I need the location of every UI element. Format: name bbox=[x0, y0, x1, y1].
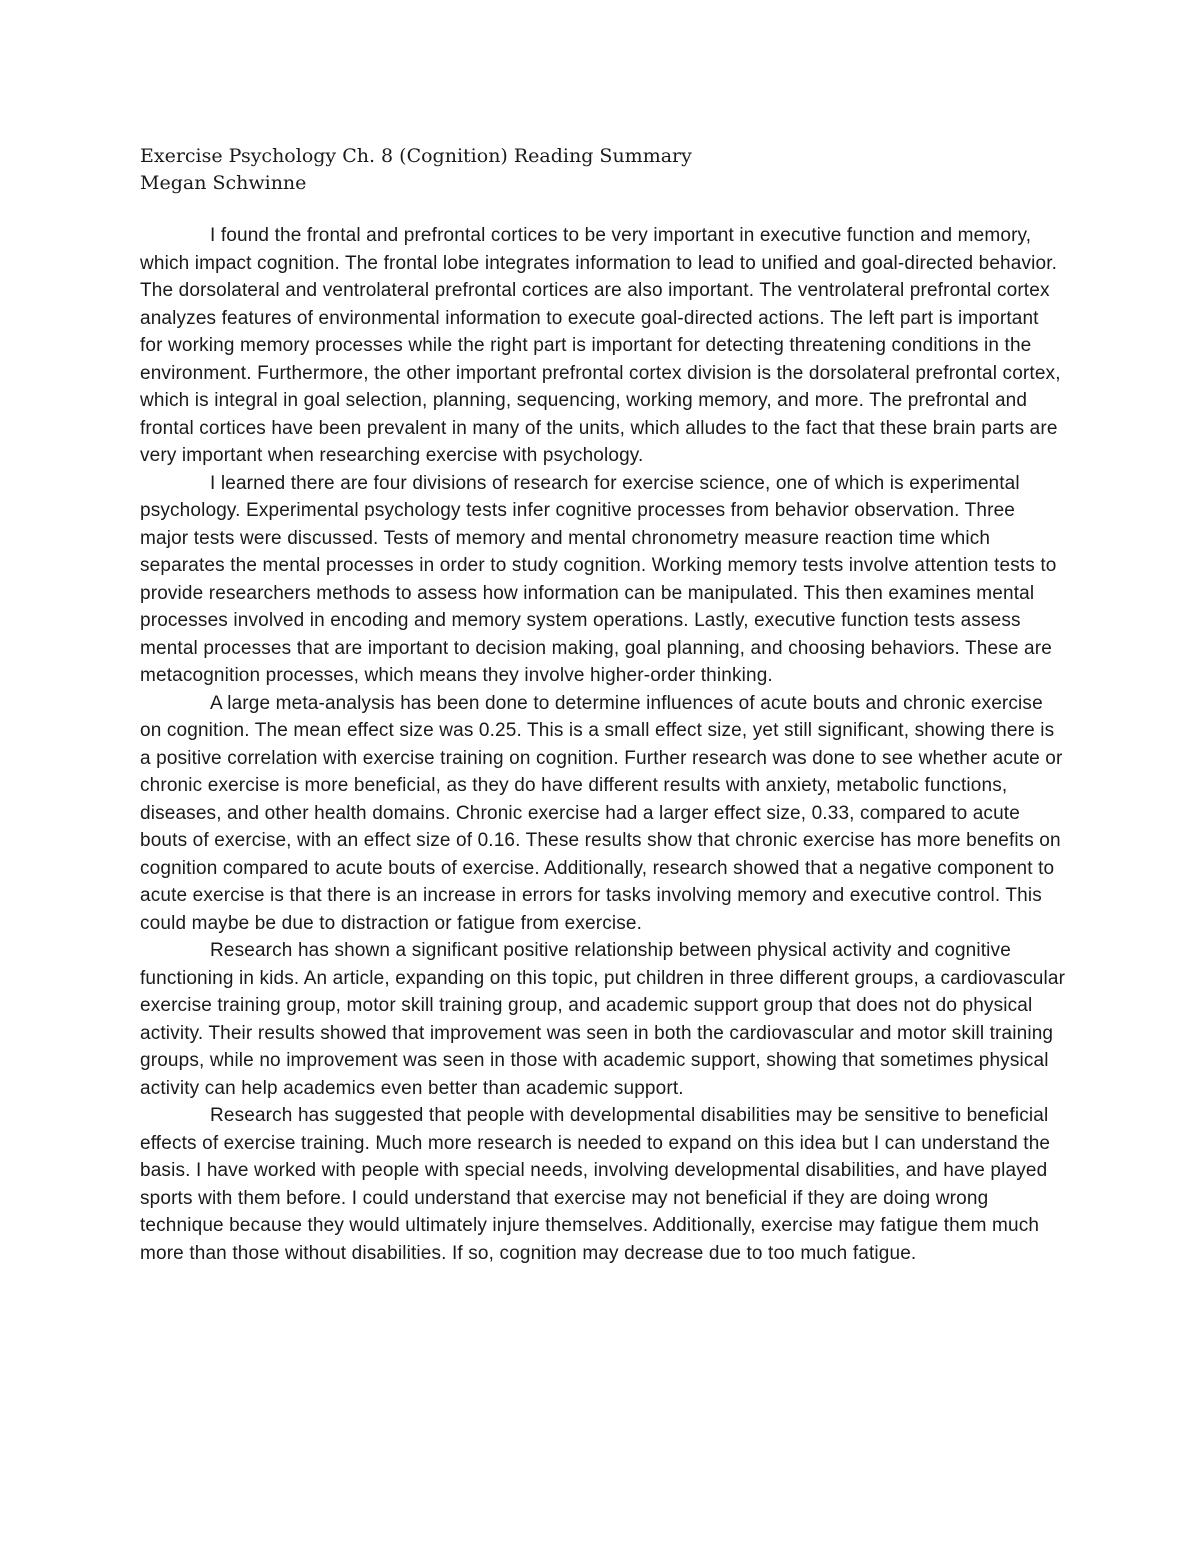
document-author: Megan Schwinne bbox=[140, 172, 307, 194]
document-body bbox=[140, 222, 1066, 1267]
paragraph-experimental-psychology: I learned there are four divisions of research for exercise science, one of which is experimental psychology. Experimental psychology tests infer cognitive processes from behavior observation. Three major tests were discussed. Tests of memory and mental chronometry measure reaction time which separates the mental processes in order to study cognition. Working memory tests involve attention tests to provide researchers methods to assess how information can be manipulated. This then examines mental processes involved in encoding and memory system operations. Lastly, executive function tests assess mental processes that are important to decision making, goal planning, and choosing behaviors. These are metacognition processes, which means they involve higher-order thinking. bbox=[140, 472, 1057, 686]
paragraph-developmental-disabilities: Research has suggested that people with developmental disabilities may be sensitive to beneficial effects of exercise training. Much more research is needed to expand on this idea but I can understand the basis. I have worked with people with special needs, involving developmental disabilities, and have played sports with them before. I could understand that exercise may not beneficial if they are doing wrong technique because they would ultimately injure themselves. Additionally, exercise may fatigue them much more than those without disabilities. If so, cognition may decrease due to too much fatigue. bbox=[140, 1105, 1051, 1264]
paragraph-prefrontal-cortices: I found the frontal and prefrontal cortices to be very important in executive function and memory, which impact cognition. The frontal lobe integrates information to lead to unified and goal-directed behavior. The dorsolateral and ventrolateral prefrontal cortices are also important. The ventrolateral prefrontal cortex analyzes features of environmental information to execute goal-directed actions. The left part is important for working memory processes while the right part is important for detecting threatening conditions in the environment. Furthermore, the other important prefrontal cortex division is the dorsolateral prefrontal cortex, which is integral in goal selection, planning, sequencing, working memory, and more. The prefrontal and frontal cortices have been prevalent in many of the units, which alludes to the fact that these brain parts are very important when researching exercise with psychology. bbox=[140, 225, 1061, 466]
paragraph-children-activity: Research has shown a significant positive relationship between physical activity and cognitive functioning in kids. An article, expanding on this topic, put children in three different groups, a cardiovascular exercise training group, motor skill training group, and academic support group that does not do physical activity. Their results showed that improvement was seen in both the cardiovascular and motor skill training groups, while no improvement was seen in those with academic support, showing that sometimes physical activity can help academics even better than academic support. bbox=[140, 940, 1066, 1099]
paragraph-meta-analysis: A large meta-analysis has been done to determine influences of acute bouts and chronic exercise on cognition. The mean effect size was 0.25. This is a small effect size, yet still significant, showing there is a positive correlation with exercise training on cognition. Further research was done to see whether acute or chronic exercise is more beneficial, as they do have different results with anxiety, metabolic functions, diseases, and other health domains. Chronic exercise had a larger effect size, 0.33, compared to acute bouts of exercise, with an effect size of 0.16. These results show that chronic exercise has more benefits on cognition compared to acute bouts of exercise. Additionally, research showed that a negative component to acute exercise is that there is an increase in errors for tasks involving memory and executive control. This could maybe be due to distraction or fatigue from exercise. bbox=[140, 692, 1063, 934]
document-title: Exercise Psychology Ch. 8 (Cognition) Reading Summary bbox=[140, 145, 692, 167]
document-header bbox=[140, 143, 1060, 197]
